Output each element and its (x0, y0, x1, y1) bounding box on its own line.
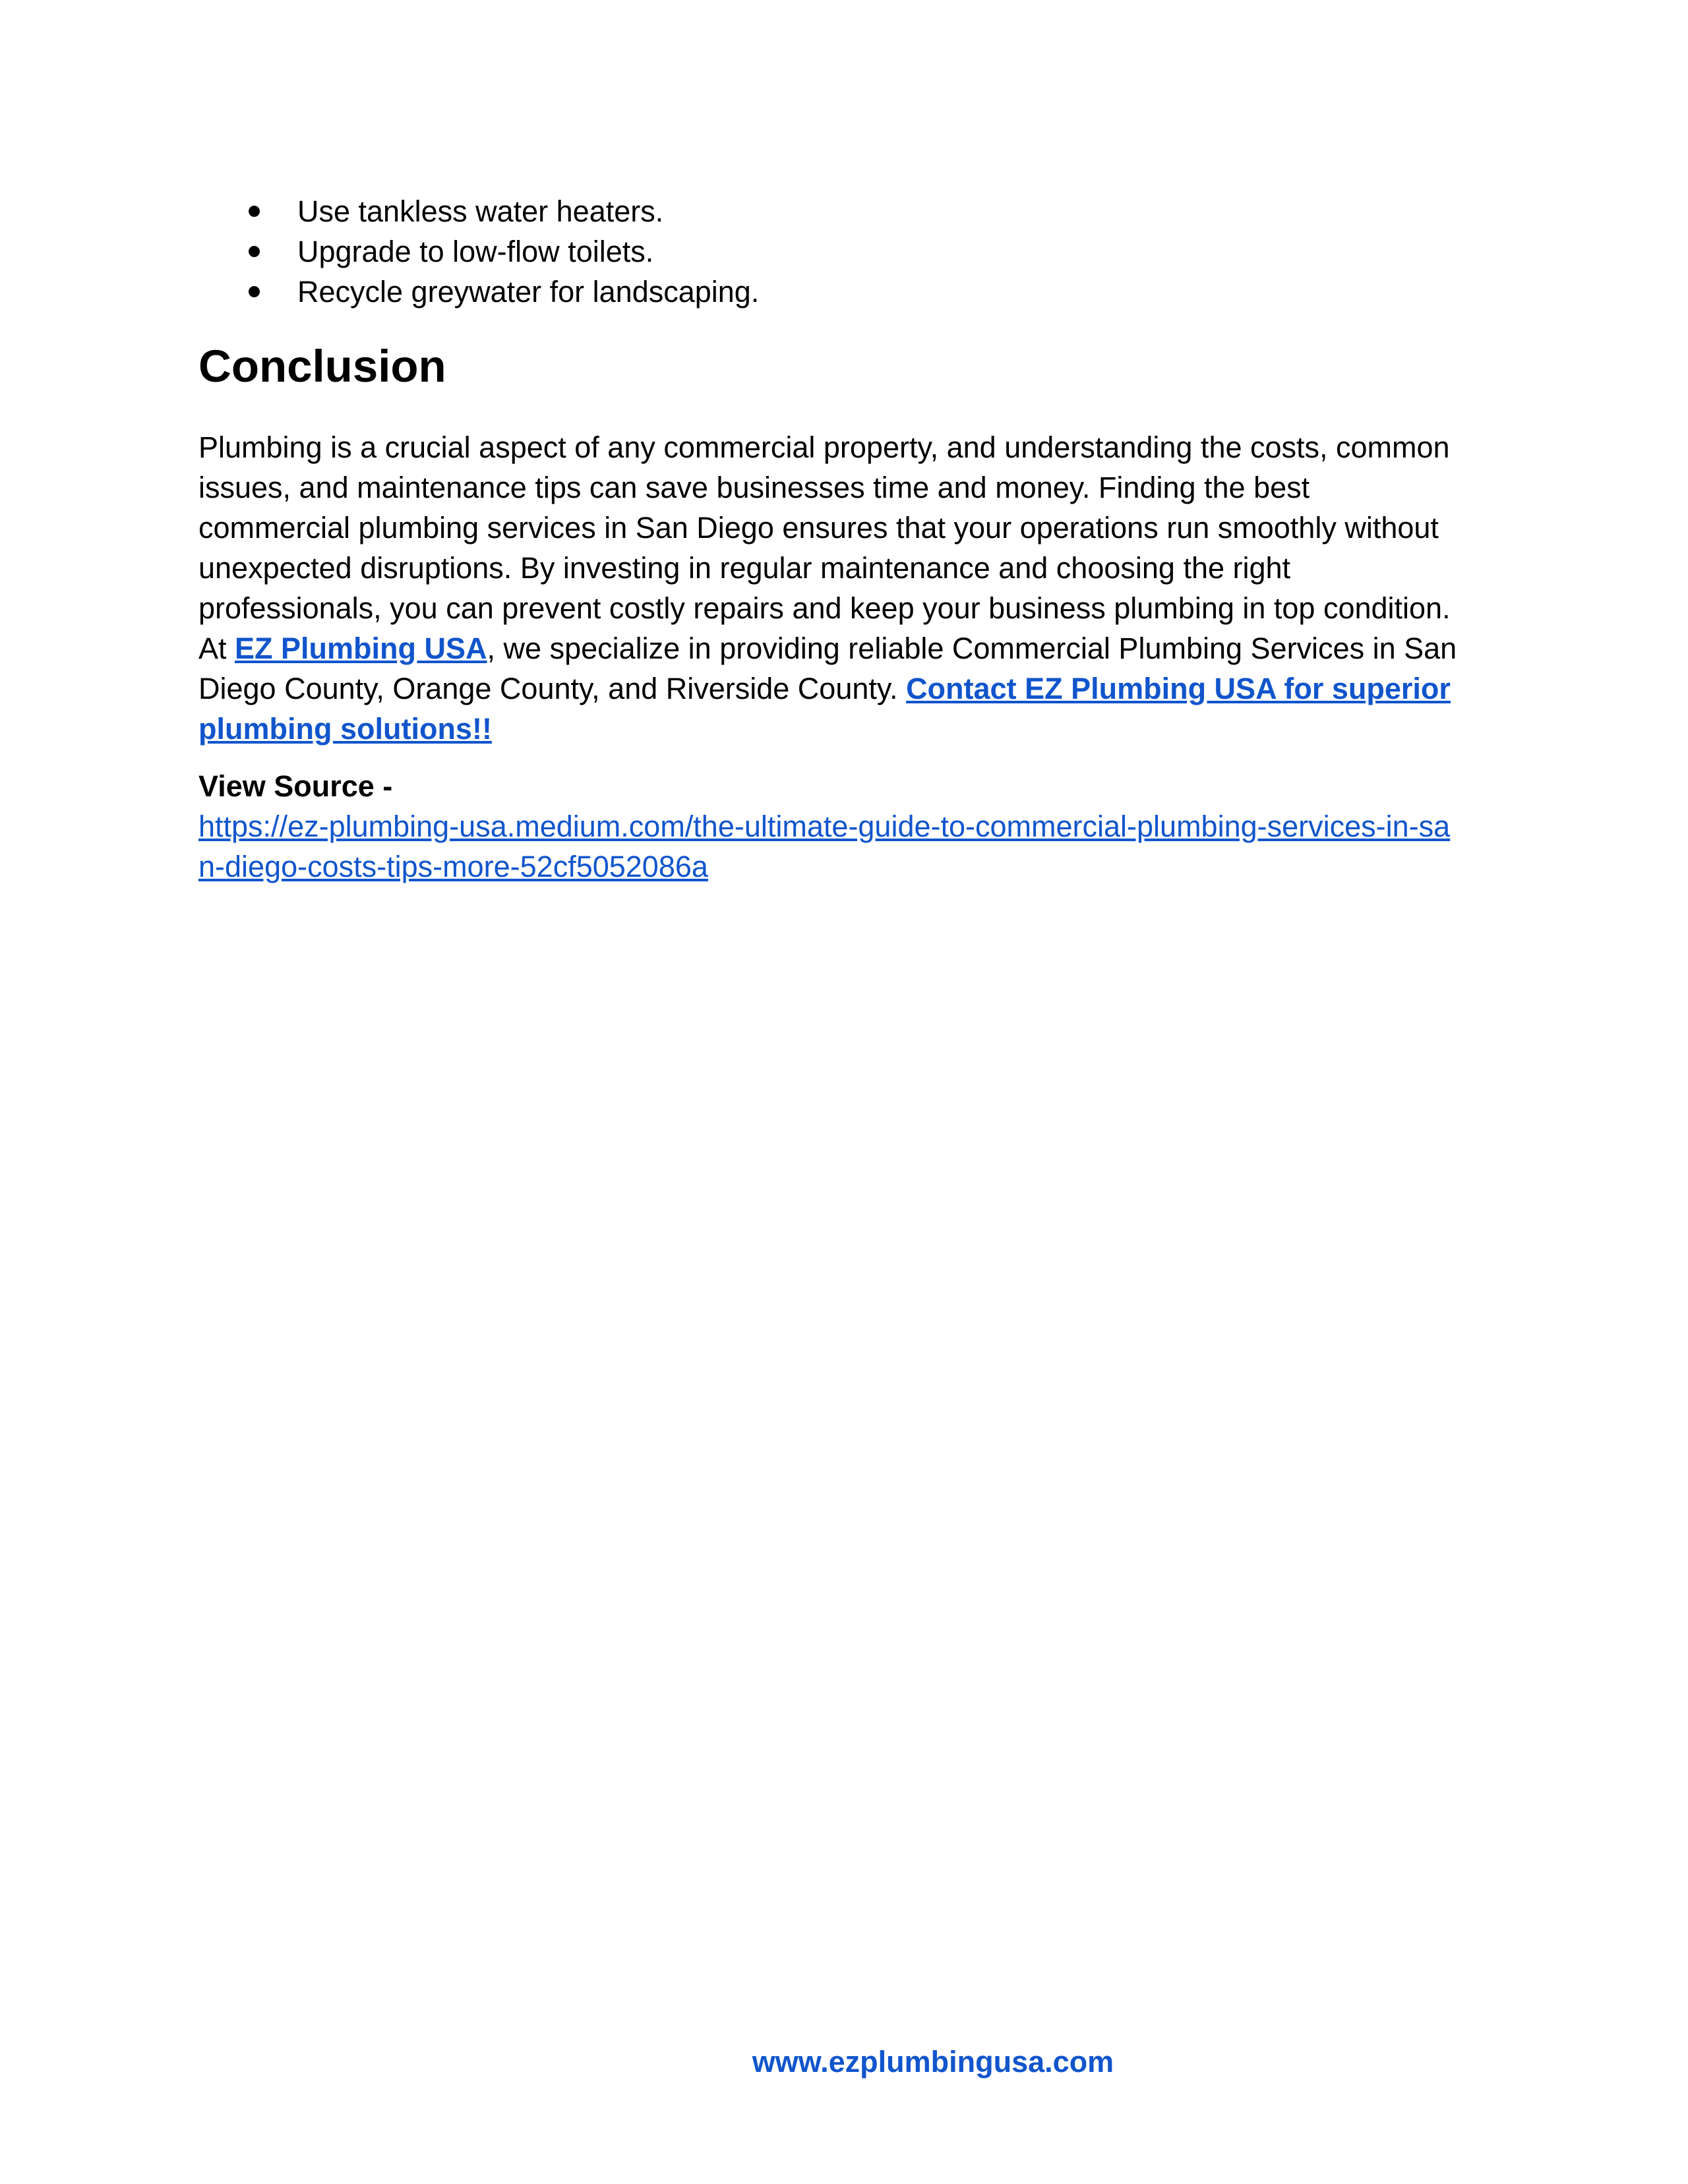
bullet-icon (249, 286, 260, 297)
view-source-label: View Source - (198, 769, 393, 803)
page-footer (0, 2042, 1688, 2082)
tips-bullet-list (198, 191, 1491, 312)
footer-website-link[interactable]: www.ezplumbingusa.com (752, 2045, 1114, 2079)
list-item-text: Upgrade to low-flow toilets. (297, 235, 654, 268)
conclusion-heading: Conclusion (198, 341, 446, 392)
contact-link-continued[interactable]: plumbing solutions!! (198, 712, 492, 746)
bullet-icon (249, 246, 260, 257)
list-item-text: Recycle greywater for landscaping. (297, 275, 760, 309)
list-item (198, 272, 1491, 312)
paragraph-text: , we specialize in providing reliable Commercial Plumbing Services in San (487, 632, 1457, 665)
list-item (198, 231, 1491, 272)
paragraph-line: commercial plumbing services in San Diego ensures that your operations run smoothly without (198, 511, 1439, 545)
paragraph-line: professionals, you can prevent costly repairs and keep your business plumbing in top condition. (198, 591, 1451, 625)
list-item (198, 191, 1491, 231)
source-url-link-continued[interactable]: n-diego-costs-tips-more-52cf5052086a (198, 850, 708, 883)
paragraph-line: unexpected disruptions. By investing in regular maintenance and choosing the right (198, 551, 1291, 585)
conclusion-paragraph (198, 427, 1491, 749)
paragraph-line: issues, and maintenance tips can save businesses time and money. Finding the best (198, 471, 1310, 504)
paragraph-text: Diego County, Orange County, and Riverside County. (198, 672, 907, 705)
source-url-link[interactable]: https://ez-plumbing-usa.medium.com/the-ultimate-guide-to-commercial-plumbing-services-in-sa (198, 810, 1451, 843)
paragraph-line (198, 709, 1491, 749)
paragraph-text: At (198, 632, 235, 665)
paragraph-line: Plumbing is a crucial aspect of any commercial property, and understanding the costs, common (198, 430, 1450, 464)
company-link[interactable]: EZ Plumbing USA (235, 632, 487, 665)
source-url-block (198, 806, 1491, 887)
paragraph-line (198, 628, 1491, 668)
list-item-text: Use tankless water heaters. (297, 194, 664, 228)
contact-link[interactable]: Contact EZ Plumbing USA for superior (906, 672, 1451, 705)
page-content (198, 191, 1491, 887)
bullet-icon (249, 206, 260, 217)
paragraph-line (198, 668, 1491, 709)
